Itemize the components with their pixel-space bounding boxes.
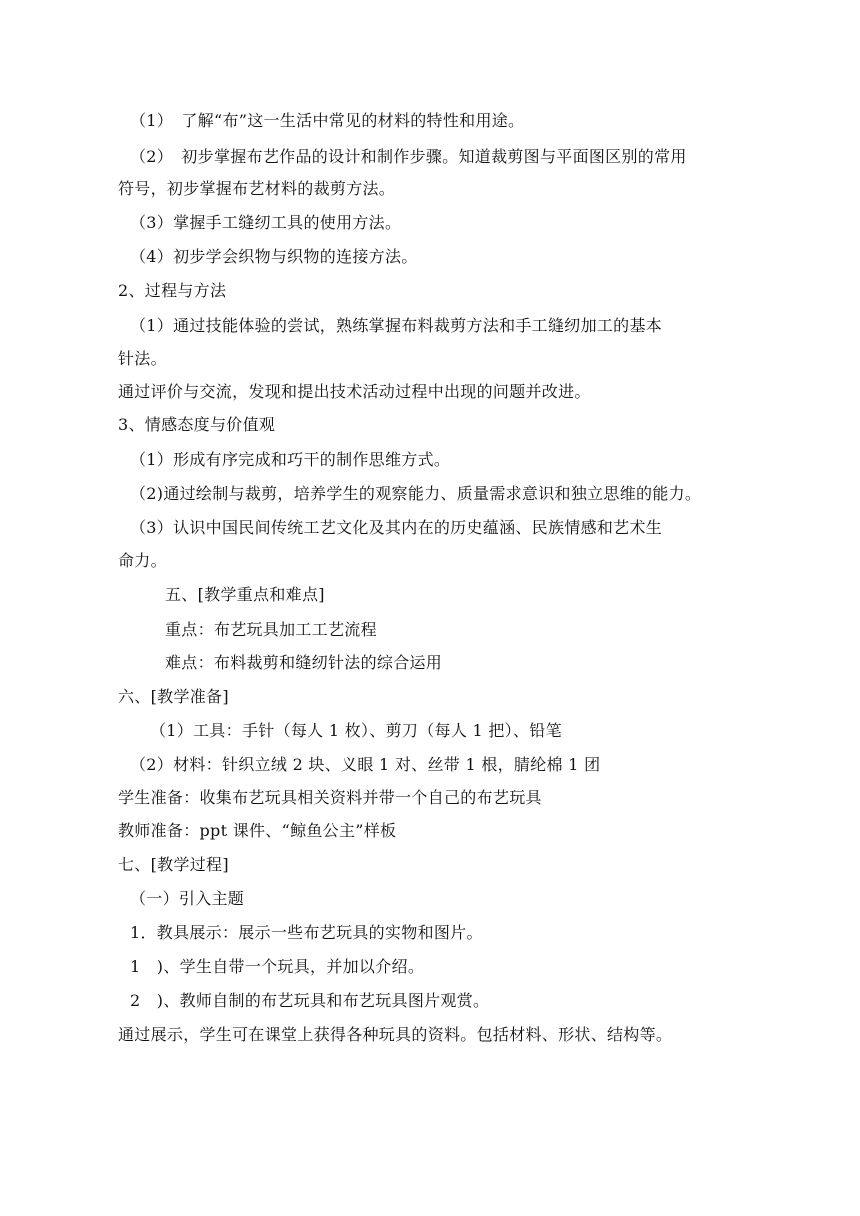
process-line-2: 通过评价与交流，发现和提出技术活动过程中出现的问题并改进。	[118, 382, 591, 401]
process-line-1-cont: 针法。	[118, 349, 167, 368]
preparation-materials: （2）材料：针织立绒 2 块、义眼 1 对、丝带 1 根，腈纶棉 1 团	[130, 755, 601, 774]
objective-line-4: （4）初步学会织物与织物的连接方法。	[130, 247, 418, 266]
focus-key-point: 重点：布艺玩具加工工艺流程	[165, 620, 377, 639]
section-heading-teaching-process: 七、[教学过程]	[118, 855, 229, 874]
objective-line-2: （2） 初步掌握布艺作品的设计和制作步骤。知道裁剪图与平面图区别的常用	[130, 147, 687, 166]
process-subheading-intro: （一）引入主题	[130, 889, 245, 908]
section-heading-focus: 五、[教学重点和难点]	[165, 585, 325, 604]
attitude-line-1: （1）形成有序完成和巧干的制作思维方式。	[130, 450, 451, 469]
focus-difficulty: 难点：布料裁剪和缝纫针法的综合运用	[165, 653, 443, 672]
preparation-teacher: 教师准备：ppt 课件、“鲸鱼公主”样板	[118, 821, 397, 840]
intro-step-1-b: 2 )、教师自制的布艺玩具和布艺玩具图片观赏。	[130, 991, 490, 1010]
attitude-line-3-cont: 命力。	[118, 551, 167, 570]
objective-line-1: （1） 了解“布”这一生活中常见的材料的特性和用途。	[130, 111, 525, 130]
intro-step-1-a: 1 )、学生自带一个玩具，并加以介绍。	[130, 957, 425, 976]
attitude-line-2: （2)通过绘制与裁剪，培养学生的观察能力、质量需求意识和独立思维的能力。	[130, 484, 702, 503]
intro-summary: 通过展示，学生可在课堂上获得各种玩具的资料。包括材料、形状、结构等。	[118, 1025, 673, 1044]
process-line-1: （1）通过技能体验的尝试，熟练掌握布料裁剪方法和手工缝纫加工的基本	[130, 316, 663, 335]
preparation-students: 学生准备：收集布艺玩具相关资料并带一个自己的布艺玩具	[118, 788, 542, 807]
preparation-tools: （1）工具：手针（每人 1 枚）、剪刀（每人 1 把）、铅笔	[150, 721, 562, 740]
intro-step-1: 1．教具展示：展示一些布艺玩具的实物和图片。	[130, 923, 483, 942]
section-heading-attitude: 3、情感态度与价值观	[118, 415, 276, 434]
section-heading-preparation: 六、[教学准备]	[118, 687, 229, 706]
attitude-line-3: （3）认识中国民间传统工艺文化及其内在的历史蕴涵、民族情感和艺术生	[130, 518, 663, 537]
objective-line-3: （3）掌握手工缝纫工具的使用方法。	[130, 213, 402, 232]
objective-line-2-cont: 符号，初步掌握布艺材料的裁剪方法。	[118, 179, 396, 198]
section-heading-process: 2、过程与方法	[118, 281, 227, 300]
